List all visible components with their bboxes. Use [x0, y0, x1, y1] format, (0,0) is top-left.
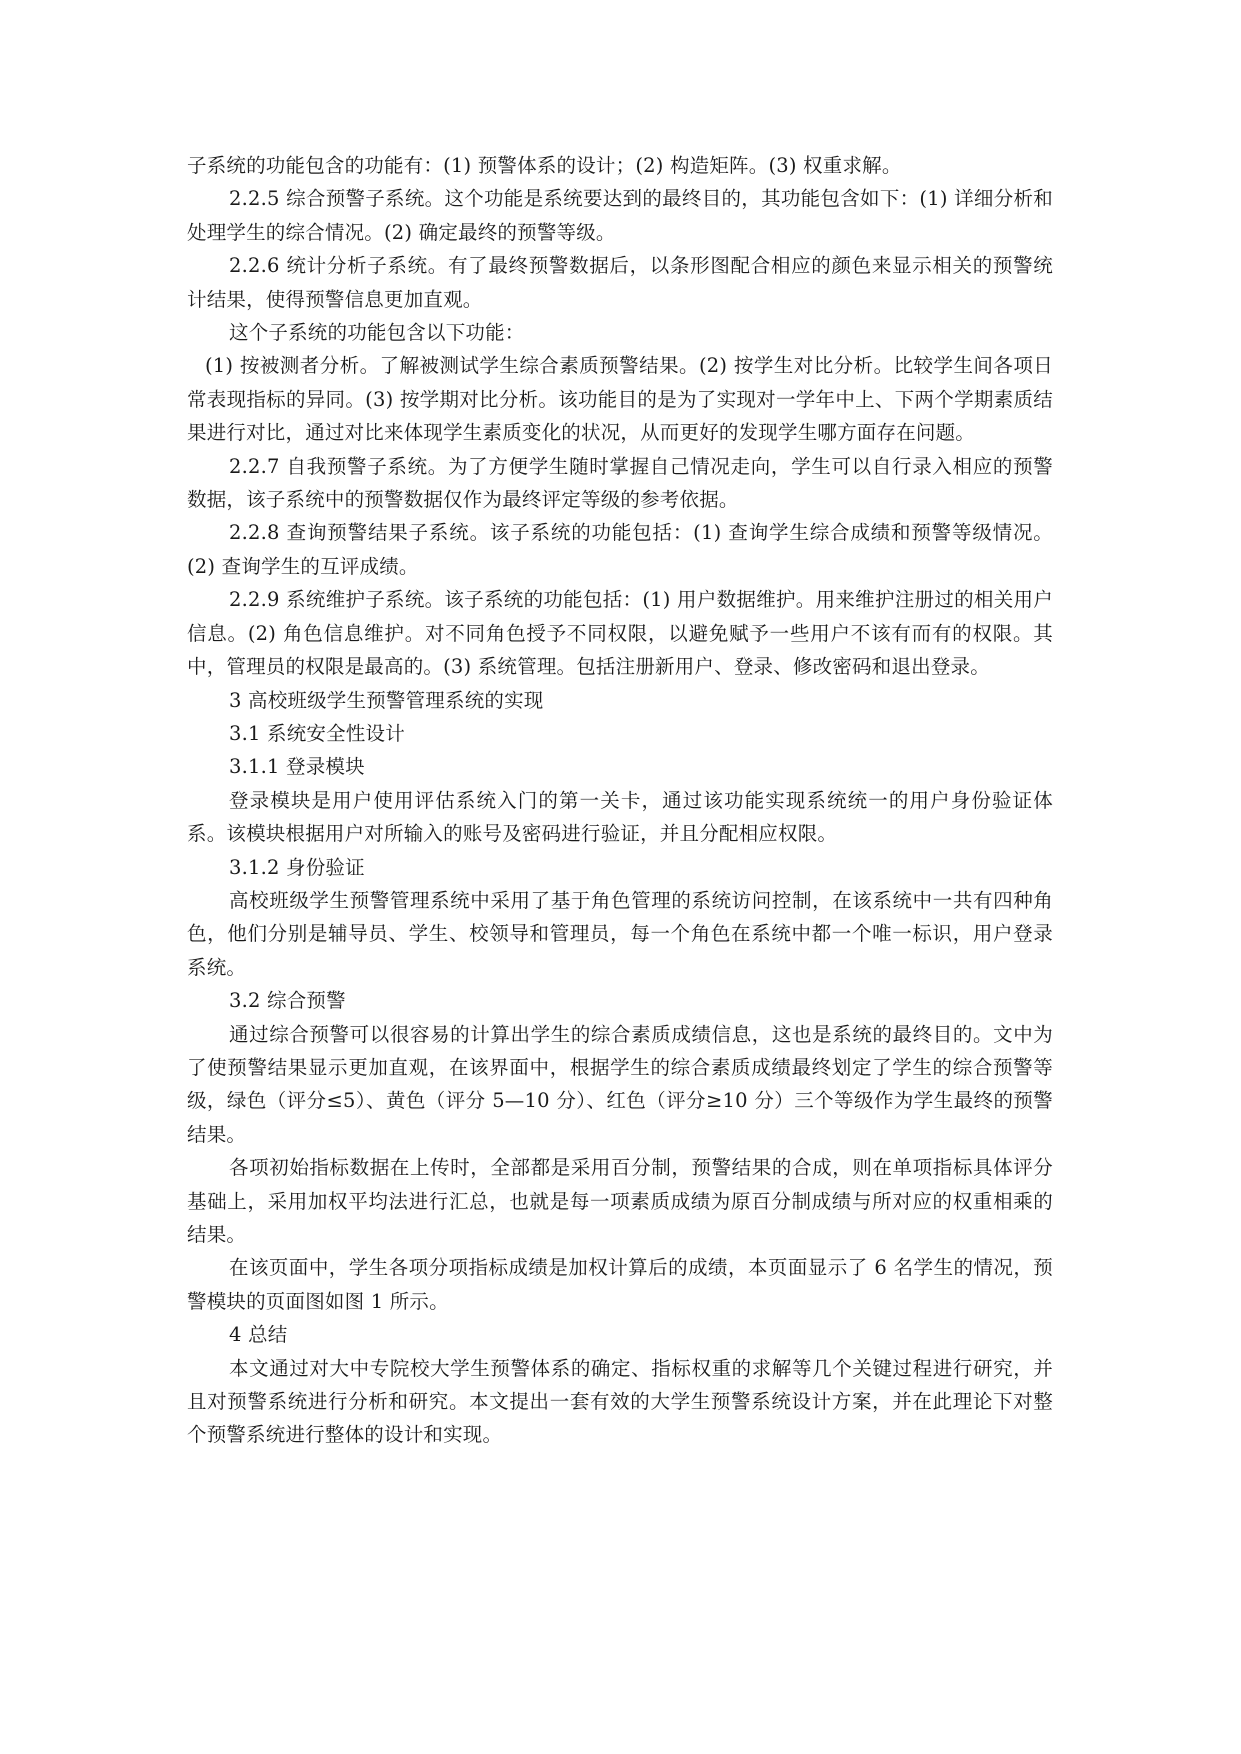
paragraph-continuation: 子系统的功能包含的功能有：(1) 预警体系的设计；(2) 构造矩阵。(3) 权重求解。: [187, 154, 902, 177]
paragraph-2-2-5: 2.2.5 综合预警子系统。这个功能是系统要达到的最终目的，其功能包含如下：(1) 详细分析和处理学生的综合情况。(2) 确定最终的预警等级。: [187, 187, 1053, 244]
paragraph-indicator-data: 各项初始指标数据在上传时，全部都是采用百分制，预警结果的合成，则在单项指标具体评分基础上，采用加权平均法进行汇总，也就是每一项素质成绩为原百分制成绩与所对应的权重相乘的结果。: [187, 1156, 1053, 1246]
paragraph-subsystem-functions-intro: 这个子系统的功能包含以下功能：: [229, 321, 525, 345]
paragraph-subsystem-functions-list: (1) 按被测者分析。了解被测试学生综合素质预警结果。(2) 按学生对比分析。比较学生间各项日常表现指标的异同。(3) 按学期对比分析。该功能目的是为了实现对一学年中上、下两个学期素质结果进行对比，通过对比来体现学生素质变化的状况，从而更好的发现学生哪方面存在问题。: [187, 354, 1053, 445]
paragraph-page-description: 在该页面中，学生各项分项指标成绩是加权计算后的成绩，本页面显示了 6 名学生的情况，预警模块的页面图如图 1 所示。: [187, 1256, 1053, 1313]
paragraph-2-2-8: 2.2.8 查询预警结果子系统。该子系统的功能包括：(1) 查询学生综合成绩和预警等级情况。(2) 查询学生的互评成绩。: [187, 521, 1053, 578]
document-body: [187, 149, 1053, 1452]
section-heading-3: 3 高校班级学生预警管理系统的实现: [229, 688, 544, 712]
paragraph-2-2-9: 2.2.9 系统维护子系统。该子系统的功能包括：(1) 用户数据维护。用来维护注册过的相关用户信息。(2) 角色信息维护。对不同角色授予不同权限，以避免赋予一些用户不该有而有的权限。其中，管理员的权限是最高的。(3) 系统管理。包括注册新用户、登录、修改密码和退出登录。: [187, 588, 1053, 679]
section-heading-3-1-1: 3.1.1 登录模块: [229, 755, 365, 779]
paragraph-2-2-7: 2.2.7 自我预警子系统。为了方便学生随时掌握自己情况走向，学生可以自行录入相应的预警数据，该子系统中的预警数据仅作为最终评定等级的参考依据。: [187, 454, 1053, 512]
section-heading-3-2: 3.2 综合预警: [229, 989, 346, 1013]
section-heading-4: 4 总结: [229, 1323, 288, 1347]
paragraph-comprehensive-warning: 通过综合预警可以很容易的计算出学生的综合素质成绩信息，这也是系统的最终目的。文中为了使预警结果显示更加直观，在该界面中，根据学生的综合素质成绩最终划定了学生的综合预警等级，绿色（评分≤5）、黄色（评分 5—10 分）、红色（评分≥10 分）三个等级作为学生最终的预警结果。: [187, 1022, 1053, 1146]
section-heading-3-1-2: 3.1.2 身份验证: [229, 855, 365, 879]
section-heading-3-1: 3.1 系统安全性设计: [229, 721, 405, 745]
paragraph-2-2-6: 2.2.6 统计分析子系统。有了最终预警数据后，以条形图配合相应的颜色来显示相关的预警统计结果，使得预警信息更加直观。: [187, 254, 1053, 311]
paragraph-login-module: 登录模块是用户使用评估系统入门的第一关卡，通过该功能实现系统统一的用户身份验证体系。该模块根据用户对所输入的账号及密码进行验证，并且分配相应权限。: [187, 788, 1053, 846]
paragraph-conclusion: 本文通过对大中专院校大学生预警体系的确定、指标权重的求解等几个关键过程进行研究，并且对预警系统进行分析和研究。本文提出一套有效的大学生预警系统设计方案，并在此理论下对整个预警系统进行整体的设计和实现。: [187, 1356, 1053, 1447]
paragraph-identity-verification: 高校班级学生预警管理系统中采用了基于角色管理的系统访问控制，在该系统中一共有四种角色，他们分别是辅导员、学生、校领导和管理员，每一个角色在系统中都一个唯一标识，用户登录系统。: [187, 888, 1053, 979]
